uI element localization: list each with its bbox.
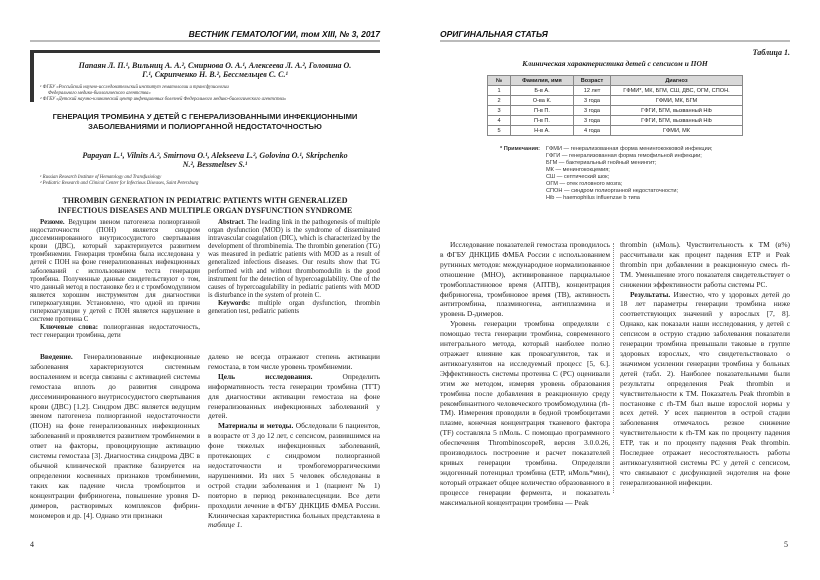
affiliation: ² ФГБУ «Детский научно-клинический центр инфекционных болезней Федерального медико-биологического агентства»: [40, 97, 287, 102]
column-divider: [613, 243, 614, 493]
cell-diagnosis: ГФГИ, БГМ, вызванный Hib: [611, 116, 743, 126]
paragraph: Исследование показателей гемостаза проводилось в ФГБУ ДНКЦИБ ФМБА России с использованием рутинных методов: международное нормализованное отношение (МНО), активированное парциальное тромбопластиновое время (АПТВ), концентрация фибриногена, тромбиновое время (ТВ), активность антитромбина, плазминогена, антиплазмина и уровень D-димеров.: [440, 240, 610, 319]
page-number-left: 4: [30, 540, 34, 549]
keywords-en-text: multiple organ dysfunction, thrombin generation test, pediatric patients: [208, 299, 380, 316]
cell-name: П-в П.: [511, 116, 574, 126]
cell-age: 3 года: [574, 116, 611, 126]
note-item: МК — менингококцемия;: [546, 167, 610, 173]
running-head-left: ВЕСТНИК ГЕМАТОЛОГИИ, том XIII, № 3, 2017: [188, 29, 380, 39]
abstract-ru-lead: Резюме.: [40, 219, 65, 226]
table-title: Клиническая характеристика детей с сепсисом и ПОН: [522, 59, 708, 68]
cell-number: 5: [488, 126, 511, 136]
cell-number: 4: [488, 116, 511, 126]
running-head-right: ОРИГИНАЛЬНАЯ СТАТЬЯ: [440, 29, 548, 39]
intro-continued: далеко не всегда отражают степень активации гемостаза, в том числе уровень тромбинемии.: [208, 352, 380, 371]
header-rule-right: [440, 40, 790, 42]
right-column-1: [440, 240, 610, 507]
note-item: ОГМ — отек головного мозга;: [546, 181, 623, 187]
table-row: [488, 86, 743, 96]
affiliations-ru: [38, 85, 378, 103]
table-reference[interactable]: таблице 1: [208, 520, 241, 530]
aim-lead: Цель исследования.: [218, 371, 313, 381]
paragraph: Уровень генерации тромбина определяли с помощью теста генерации тромбина, современного интегрального метода, который наиболее полно отражает влияние как прокоагулянтов, так и антикоагулянтов на исследуемый процесс [5, 6.]. Эффективность системы протеина С (PC) оценивали этим же методом, измеряя уровень образования тромбина после добавления в реакционную среду рекомбинантного человеческого тромбомодулина (rh-TM). Измерения проводили в бедной тромбоцитами плазме, конечная концентрация тканевого фактора (TF) составляла 5 пМоль. С помощью программного обеспечения ThrombinoscopeR, версия 3.0.0.26, производилось построение и расчет показателей кривых генерации тромбина. Определяли эндогенный потенциал тромбина (ETP, нМоль*мин), который отражает общее количество образованного в процессе генерации фермента, и показатель максимальной концентрации тромбина — Peak: [440, 319, 610, 507]
methods-lead: Материалы и методы.: [218, 421, 294, 431]
affiliation: ¹ ФГБУ «Российский научно-исследовательский институт гематологии и трансфузиологии Федерального медико-биологического агентства»: [40, 85, 229, 96]
table-label: Таблица 1.: [752, 48, 790, 57]
abstract-ru-text: Ведущим звеном патогенеза полиорганной недостаточности (ПОН) является синдром диссеминированного внутрисосудистого свертывания крови (ДВС), который характеризуется развитием тромбинемии. Генерация тромбина была исследована у детей с ПОН на фоне генерализованных инфекционных заболеваний с использованием теста генерации тромбина. Полученные данные свидетельствуют о том, что данный метод в постановке без и с тромбомодулином является хорошим инструментом для диагностики гиперкоагуляции. Установлено, что одной из причин гиперкоагуляции у детей с ПОН является нарушение в системе протеина С: [30, 219, 200, 324]
intro-text: Генерализованные инфекционные заболевания характеризуются системным воспалением и всегда связаны с активацией системы гемостаза вплоть до развития синдрома диссеминированного внутрисосудистого свертывания крови (ДВС) [1,2]. Синдром ДВС является ведущим звеном патогенеза полиорганной недостаточности (ПОН) на фоне генерализованных инфекционных заболеваний и проявляется развитием тромбинемии в ответ на факторы, провоцирующие активацию системы гемостаза [3]. Диагностика синдрома ДВС в обычной клинической практике базируется на определении косвенных признаков тромбинемии, таких как падение числа тромбоцитов и концентрации фибриногена, повышение уровня D-димеров, растворимых комплексов фибрин-мономеров и др. [4]. Однако эти признаки: [30, 352, 200, 520]
abstract-ru: [30, 219, 200, 340]
left-column-2: [208, 352, 380, 530]
affiliation: ¹ Russian Research Institute of Hematology and Transfusiology: [40, 175, 162, 180]
affiliations-en: [38, 175, 378, 187]
note-item: Hib — haemophilus influenzae b типа: [546, 195, 640, 201]
notes-label: * Примечания:: [500, 146, 541, 152]
methods-text: Обследовали 6 пациентов, в возрасте от 3 до 12 лет, с сепсисом, развившимся на фоне тяжелых инфекционных заболеваний, протекающих с синдромом полиорганной недостаточности и тромбогеморрагическими нарушениями. Из них 5 человек обследованы в острой стадии заболевания и 1 (пациент № 1) повторно в период реконвалесценции. Все дети проходили лечение в ФГБУ ДНКЦИБ ФМБА России. Клиническая характеристика больных представлена в: [208, 421, 380, 520]
table-row: [488, 96, 743, 106]
col-header-age: Возраст: [574, 76, 611, 86]
authors-ru: Папаян Л. П.¹, Вильниц А. А.², Смирнова О. А.¹, Алексеева Л. А.², Головина О. Г.¹, Скрипченко Н. В.², Бессмельцев С. С.¹: [78, 61, 352, 79]
abstract-en: [208, 219, 380, 316]
cell-name: Б-в А.: [511, 86, 574, 96]
note-item: СПОН — синдром полиорганной недостаточности;: [546, 188, 679, 194]
table-notes: [500, 146, 800, 202]
note-item: ГФМИ — генерализованная форма менингококковой инфекции;: [546, 146, 713, 152]
abstract-en-lead: Abstract: [218, 219, 244, 226]
keywords-en-lead: Keywords:: [218, 299, 251, 307]
affiliation: ² Pediatric Research and Clinical Center for Infectious Diseases, Saint Petersburg: [40, 181, 199, 186]
title-ru: ГЕНЕРАЦИЯ ТРОМБИНА У ДЕТЕЙ С ГЕНЕРАЛИЗОВАННЫМИ ИНФЕКЦИОННЫМИ ЗАБОЛЕВАНИЯМИ И ПОЛИОРГАННОЙ НЕДОСТАТОЧНОСТЬЮ: [52, 112, 358, 131]
page-number-right: 5: [784, 540, 788, 549]
cell-age: 12 лет: [574, 86, 611, 96]
table-header-row: [488, 76, 743, 86]
col-header-diagnosis: Диагноз: [611, 76, 743, 86]
intro-lead: Введение.: [40, 352, 73, 361]
cell-diagnosis: ГФМИ*, МК, БГМ, СШ, ДВС, ОГМ, СПОН.: [611, 86, 743, 96]
authors-en: Papayan L.¹, Vilnits A.², Smirnova O.¹, Alekseeva L.², Golovina O.¹, Skripchenko N.², Bessmeltsev S.¹: [82, 151, 348, 169]
col-header-name: Фамилия, имя: [511, 76, 574, 86]
cell-diagnosis: ГФМИ, МК: [611, 126, 743, 136]
table-row: [488, 126, 743, 136]
header-box-left: [30, 50, 34, 102]
cell-name: П-в П.: [511, 106, 574, 116]
keywords-ru-lead: Ключевые слова:: [40, 324, 98, 332]
title-en: THROMBIN GENERATION IN PEDIATRIC PATIENTS WITH GENERALIZED INFECTIOUS DISEASES AND MULTIPLE ORGAN DYSFUNCTION SYNDROME: [57, 196, 353, 215]
abstract-en-text: . The leading link in the pathogenesis of multiple organ dysfunction (MOD) is the syndrome of disseminated intravascular coagulation (DIC), which is characterized by the development of thrombinemia. The thrombin generation (TG) was measured in pediatric patients with MOD as a result of generalized infectious diseases. Our results show that TG performed with and without thrombomodulin is the good instrument for the detection of hypercoagulability. One of the causes of hypercoagulability in pediatric patients with MOD is disturbance in the system of protein C.: [208, 219, 380, 299]
methods-end: .: [240, 520, 243, 530]
cell-age: 3 года: [574, 106, 611, 116]
table-row: [488, 116, 743, 126]
right-column-2: [620, 240, 790, 488]
header-rule-left: [30, 40, 380, 42]
cell-name: Н-в А.: [511, 126, 574, 136]
aim-text: Определить информативность теста генерации тромбина (ТГТ) для диагностики активации гемостаза на фоне генерализованных инфекционных заболеваний у детей.: [208, 371, 380, 421]
intro-column: [30, 352, 200, 520]
cell-name: О-ва К.: [511, 96, 574, 106]
results-lead: Результаты.: [630, 289, 671, 299]
clinical-table: [487, 75, 743, 136]
header-box-top: [30, 50, 380, 53]
note-item: ГФГИ — генерализованная форма гемофильной инфекции;: [546, 153, 702, 159]
cell-diagnosis: ГФМИ, МК, БГМ: [611, 96, 743, 106]
table-row: [488, 106, 743, 116]
cell-age: 3 года: [574, 96, 611, 106]
note-item: БГМ — бактериальный гнойный менингит;: [546, 160, 657, 166]
keywords-ru-text: полиорганная недостаточность, тест генерации тромбина, дети: [30, 324, 200, 340]
results-text: Известно, что у здоровых детей до 18 лет параметры генерации тромбина ниже соответствующих значений у взрослых [7, 8]. Однако, как показали наши исследования, у детей с сепсисом в острую стадию заболевания показатели генерации тромбина превышали таковые в группе здоровых взрослых, что свидетельствовало о значимом усилении генерации тромбина у больных детей (табл. 2). Наиболее показательными были результаты определения Peak thrombin и чувствительности к ТМ. Показатель Peak thrombin в постановке с rh-TM был выше взрослой нормы у всех детей. У всех пациентов в острой стадии заболевания отмечалось резкое снижение чувствительности к rh-TM как по проценту падения ETP, так и по проценту падения Peak thrombin. Последнее отражает несостоятельность работы антикоагулянтной системы PC у детей с сепсисом, что связывают с дисфункцией эндотелия на фоне генерализованной инфекции.: [620, 289, 790, 487]
cell-number: 2: [488, 96, 511, 106]
cell-diagnosis: ГФГИ, БГМ, вызванный Hib: [611, 106, 743, 116]
cell-age: 4 года: [574, 126, 611, 136]
cell-number: 1: [488, 86, 511, 96]
col-header-number: №: [488, 76, 511, 86]
cell-number: 3: [488, 106, 511, 116]
paragraph: thrombin (нМоль). Чувствительность к ТМ (в%) рассчитывали как процент падения ETP и Peak thrombin при добавлении в реакционную смесь rh-TM. Уменьшение этого показателя свидетельствует о снижении эффективности работы системы PC.: [620, 240, 790, 289]
note-item: СШ — септический шок;: [546, 174, 610, 180]
